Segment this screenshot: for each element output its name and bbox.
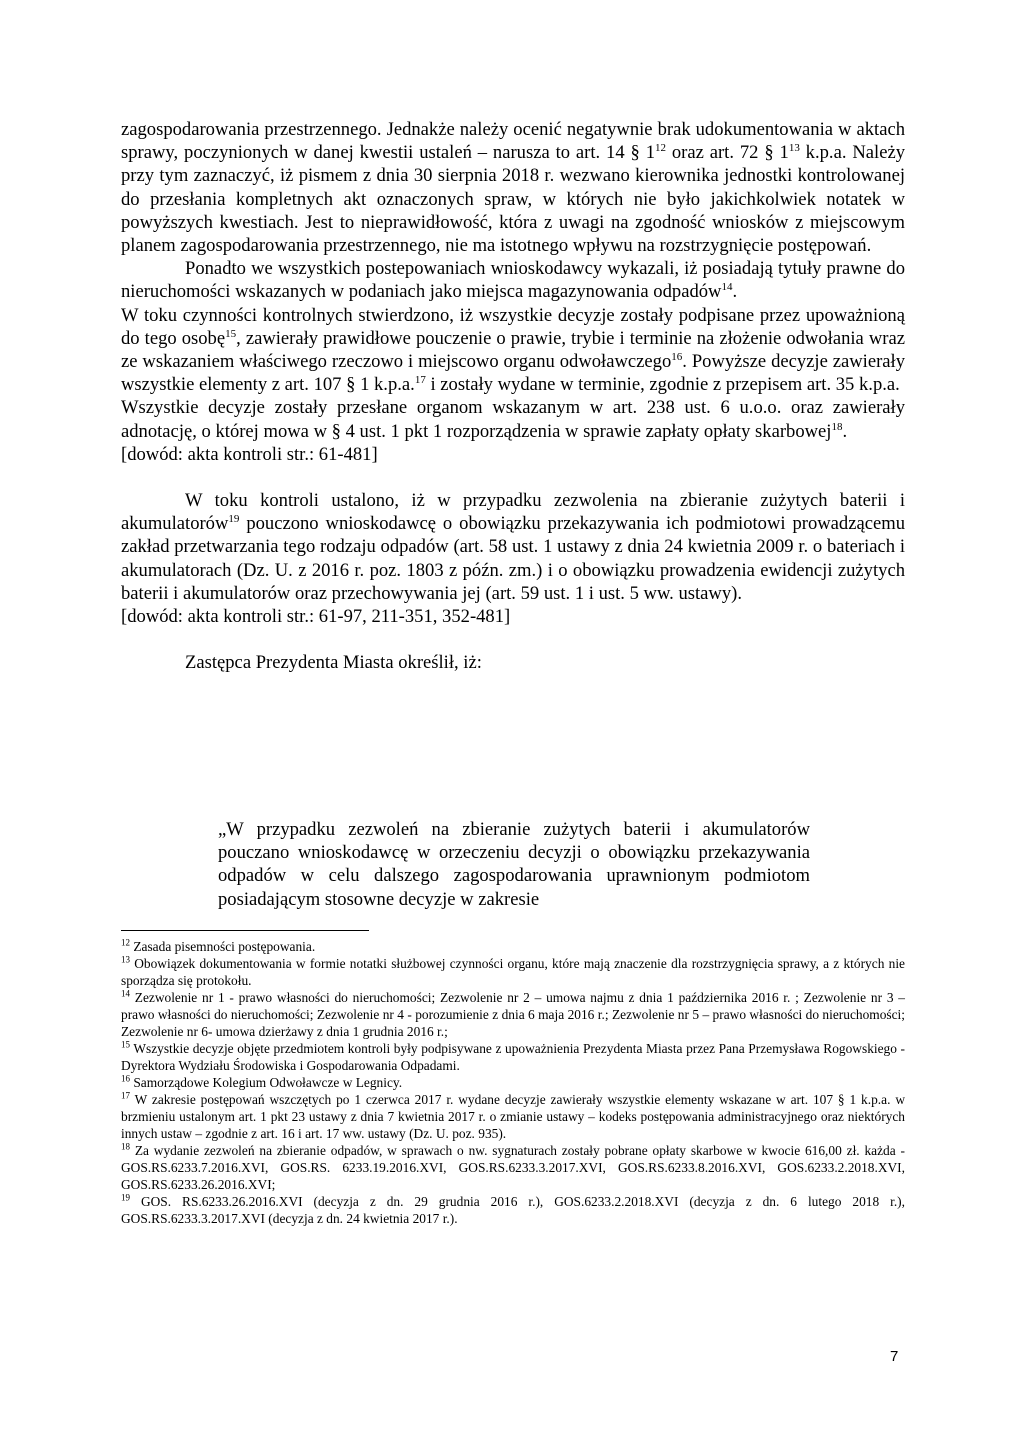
footnote-ref[interactable]: 19: [228, 513, 240, 526]
footnote-ref[interactable]: 13: [788, 142, 800, 155]
footnote-text: Wszystkie decyzje objęte przedmiotem kontroli były podpisywane z upoważnienia Prezydenta Miasta przez Pana Przemysława Rogowskiego - Dyrektora Wydziału Środowiska i Gospodarowania Odpadami.: [121, 1041, 905, 1073]
footnote-number: 18: [121, 1141, 130, 1152]
footnote-text: Obowiązek dokumentowania w formie notatki służbowej czynności organu, które mają znaczenie dla rozstrzygnięcia sprawy, a z których nie sporządza się protokołu.: [121, 956, 905, 988]
evidence-reference-2: [dowód: akta kontroli str.: 61-97, 211-351, 352-481]: [121, 606, 511, 628]
text-run: W toku czynności kontrolnych stwierdzono, iż wszystkie decyzje zostały podpisane przez upoważnioną do tego osobę: [121, 304, 905, 349]
paragraph-4: [121, 489, 905, 605]
footnote-text: Samorządowe Kolegium Odwoławcze w Legnicy.: [130, 1075, 403, 1090]
footnote-item: [121, 938, 905, 955]
footnote-number: 15: [121, 1039, 130, 1050]
footnote-number: 17: [121, 1090, 130, 1101]
text-run: .: [732, 281, 738, 303]
paragraph-2: [121, 257, 905, 303]
footnote-ref[interactable]: 14: [721, 281, 733, 294]
text-run: Ponadto we wszystkich postepowaniach wnioskodawcy wykazali, iż posiadają tytuły prawne do nieruchomości wskazanych w podaniach jako miejsca magazynowania odpadów: [121, 258, 905, 303]
footnote-item: [121, 1193, 905, 1227]
footnote-text: Za wydanie zezwoleń na zbieranie odpadów, w sprawach o nw. sygnaturach zostały pobrane opłaty skarbowe w kwocie 616,00 zł. każda -GOS.RS.6233.7.2016.XVI, GOS.RS. 6233.19.2016.XVI, GOS.RS.6233.3.2017.XVI, GOS.RS.6233.8.2016.XVI, GOS.6233.2.2018.XVI, GOS.RS.6233.26.2016.XVI;: [121, 1143, 905, 1192]
footnote-number: 19: [121, 1192, 130, 1203]
footnotes: [121, 938, 905, 1227]
text-run: . Powyższe decyzje zawierały wszystkie elementy z art. 107 § 1 k.p.a.: [121, 351, 906, 396]
spacer: [121, 466, 905, 489]
paragraph-2b: [121, 304, 905, 397]
footnote-item: [121, 1074, 905, 1091]
footnote-text: Zasada pisemności postępowania.: [130, 939, 316, 954]
text-run: oraz art. 72 § 1: [666, 142, 789, 164]
quote-intro: Zastępca Prezydenta Miasta określił, iż:: [185, 652, 482, 674]
footnote-separator: [121, 930, 369, 931]
footnote-number: 14: [121, 988, 130, 999]
quote-text: „W przypadku zezwoleń na zbieranie zużytych baterii i akumulatorów pouczano wnioskodawcę w orzeczeniu decyzji o obowiązku przekazywania odpadów w celu dalszego zagospodarowania uprawnionym podmiotom posiadającym stosowne decyzje w zakresie: [218, 819, 810, 910]
text-run: Wszystkie decyzje zostały przesłane organom wskazanym w art. 238 ust. 6 u.o.o. oraz zawierały adnotację, o której mowa w § 4 ust. 1 pkt 1 rozporządzenia w sprawie zapłaty opłaty skarbowej: [121, 397, 905, 442]
footnote-ref[interactable]: 16: [671, 350, 683, 363]
footnote-item: [121, 1040, 905, 1074]
footnote-item: [121, 1091, 905, 1142]
paragraph-1: [121, 118, 905, 257]
text-run: k.p.a. Należy przy tym zaznaczyć, iż pismem z dnia 30 sierpnia 2018 r. wezwano kierownika jednostki kontrolowanej do przesłania kompletnych akt oznaczonych spraw, w których nie było jakichkolwiek notatek w powyższych kwestiach. Jest to nieprawidłowość, która z uwagi na zgodność wniosków z miejscowym planem zagospodarowania przestrzennego, nie ma istotnego wpływu na rozstrzygnięcie postępowań.: [121, 142, 906, 257]
block-quote: [218, 818, 810, 911]
footnote-ref[interactable]: 17: [414, 374, 426, 387]
footnote-ref[interactable]: 12: [655, 142, 666, 155]
footnote-number: 12: [121, 937, 130, 948]
spacer: [121, 628, 905, 651]
text-run: .: [842, 420, 848, 442]
footnote-item: [121, 989, 905, 1040]
paragraph-3: [121, 396, 905, 442]
text-run: pouczono wnioskodawcę o obowiązku przekazywania ich podmiotowi prowadzącemu zakład przetwarzania tego rodzaju odpadów (art. 58 ust. 1 ustawy z dnia 24 kwietnia 2009 r. o bateriach i akumulatorach (Dz. U. z 2016 r. poz. 1803 z późn. zm.) i o obowiązku prowadzenia ewidencji zużytych baterii i akumulatorów oraz przechowywania jej (art. 59 ust. 1 i ust. 5 ww. ustawy).: [121, 513, 905, 604]
main-text: [121, 118, 905, 674]
text-run: zagospodarowania przestrzennego. Jednakże należy ocenić negatywnie brak udokumentowania w aktach sprawy, poczynionych w danej kwestii ustaleń – narusza to art. 14 § 1: [121, 119, 905, 164]
text-run: W toku kontroli ustalono, iż w przypadku zezwolenia na zbieranie zużytych baterii i akumulatorów: [121, 490, 905, 535]
footnote-text: GOS. RS.6233.26.2016.XVI (decyzja z dn. 29 grudnia 2016 r.), GOS.6233.2.2018.XVI (decyzja z dn. 6 lutego 2018 r.), GOS.RS.6233.3.2017.XVI (decyzja z dn. 24 kwietnia 2017 r.).: [121, 1194, 905, 1226]
footnote-text: Zezwolenie nr 1 - prawo własności do nieruchomości; Zezwolenie nr 2 – umowa najmu z dnia 1 października 2016 r. ; Zezwolenie nr 3 – prawo własności do nieruchomości; Zezwolenie nr 4 - porozumienie z dnia 6 maja 2016 r.; Zezwolenie nr 5 – prawo własności do nieruchomości; Zezwolenie nr 6- umowa dzierżawy z dnia 1 grudnia 2016 r.;: [121, 990, 905, 1039]
footnote-item: [121, 1142, 905, 1193]
evidence-reference-1: [dowód: akta kontroli str.: 61-481]: [121, 443, 378, 465]
text-run: i zostały wydane w terminie, zgodnie z przepisem art. 35 k.p.a.: [425, 374, 900, 396]
footnote-ref[interactable]: 18: [831, 420, 843, 433]
footnote-number: 16: [121, 1073, 130, 1084]
text-run: , zawierały prawidłowe pouczenie o prawie, trybie i terminie na złożenie odwołania wraz ze wskazaniem właściwego rzeczowo i miejscowo organu odwoławczego: [121, 327, 905, 373]
footnote-ref[interactable]: 15: [225, 327, 237, 340]
footnote-number: 13: [121, 954, 130, 965]
footnote-item: [121, 955, 905, 989]
page-number: 7: [890, 1348, 899, 1365]
footnote-text: W zakresie postępowań wszczętych po 1 czerwca 2017 r. wydane decyzje zawierały wszystkie elementy wskazane w art. 107 § 1 k.p.a. w brzmieniu ustalonym art. 1 pkt 23 ustawy z dnia 7 kwietnia 2017 r. o zmianie ustawy – kodeks postępowania administracyjnego oraz niektórych innych ustaw – zgodnie z art. 16 i art. 17 ww. ustawy (Dz. U. poz. 935).: [121, 1092, 905, 1141]
